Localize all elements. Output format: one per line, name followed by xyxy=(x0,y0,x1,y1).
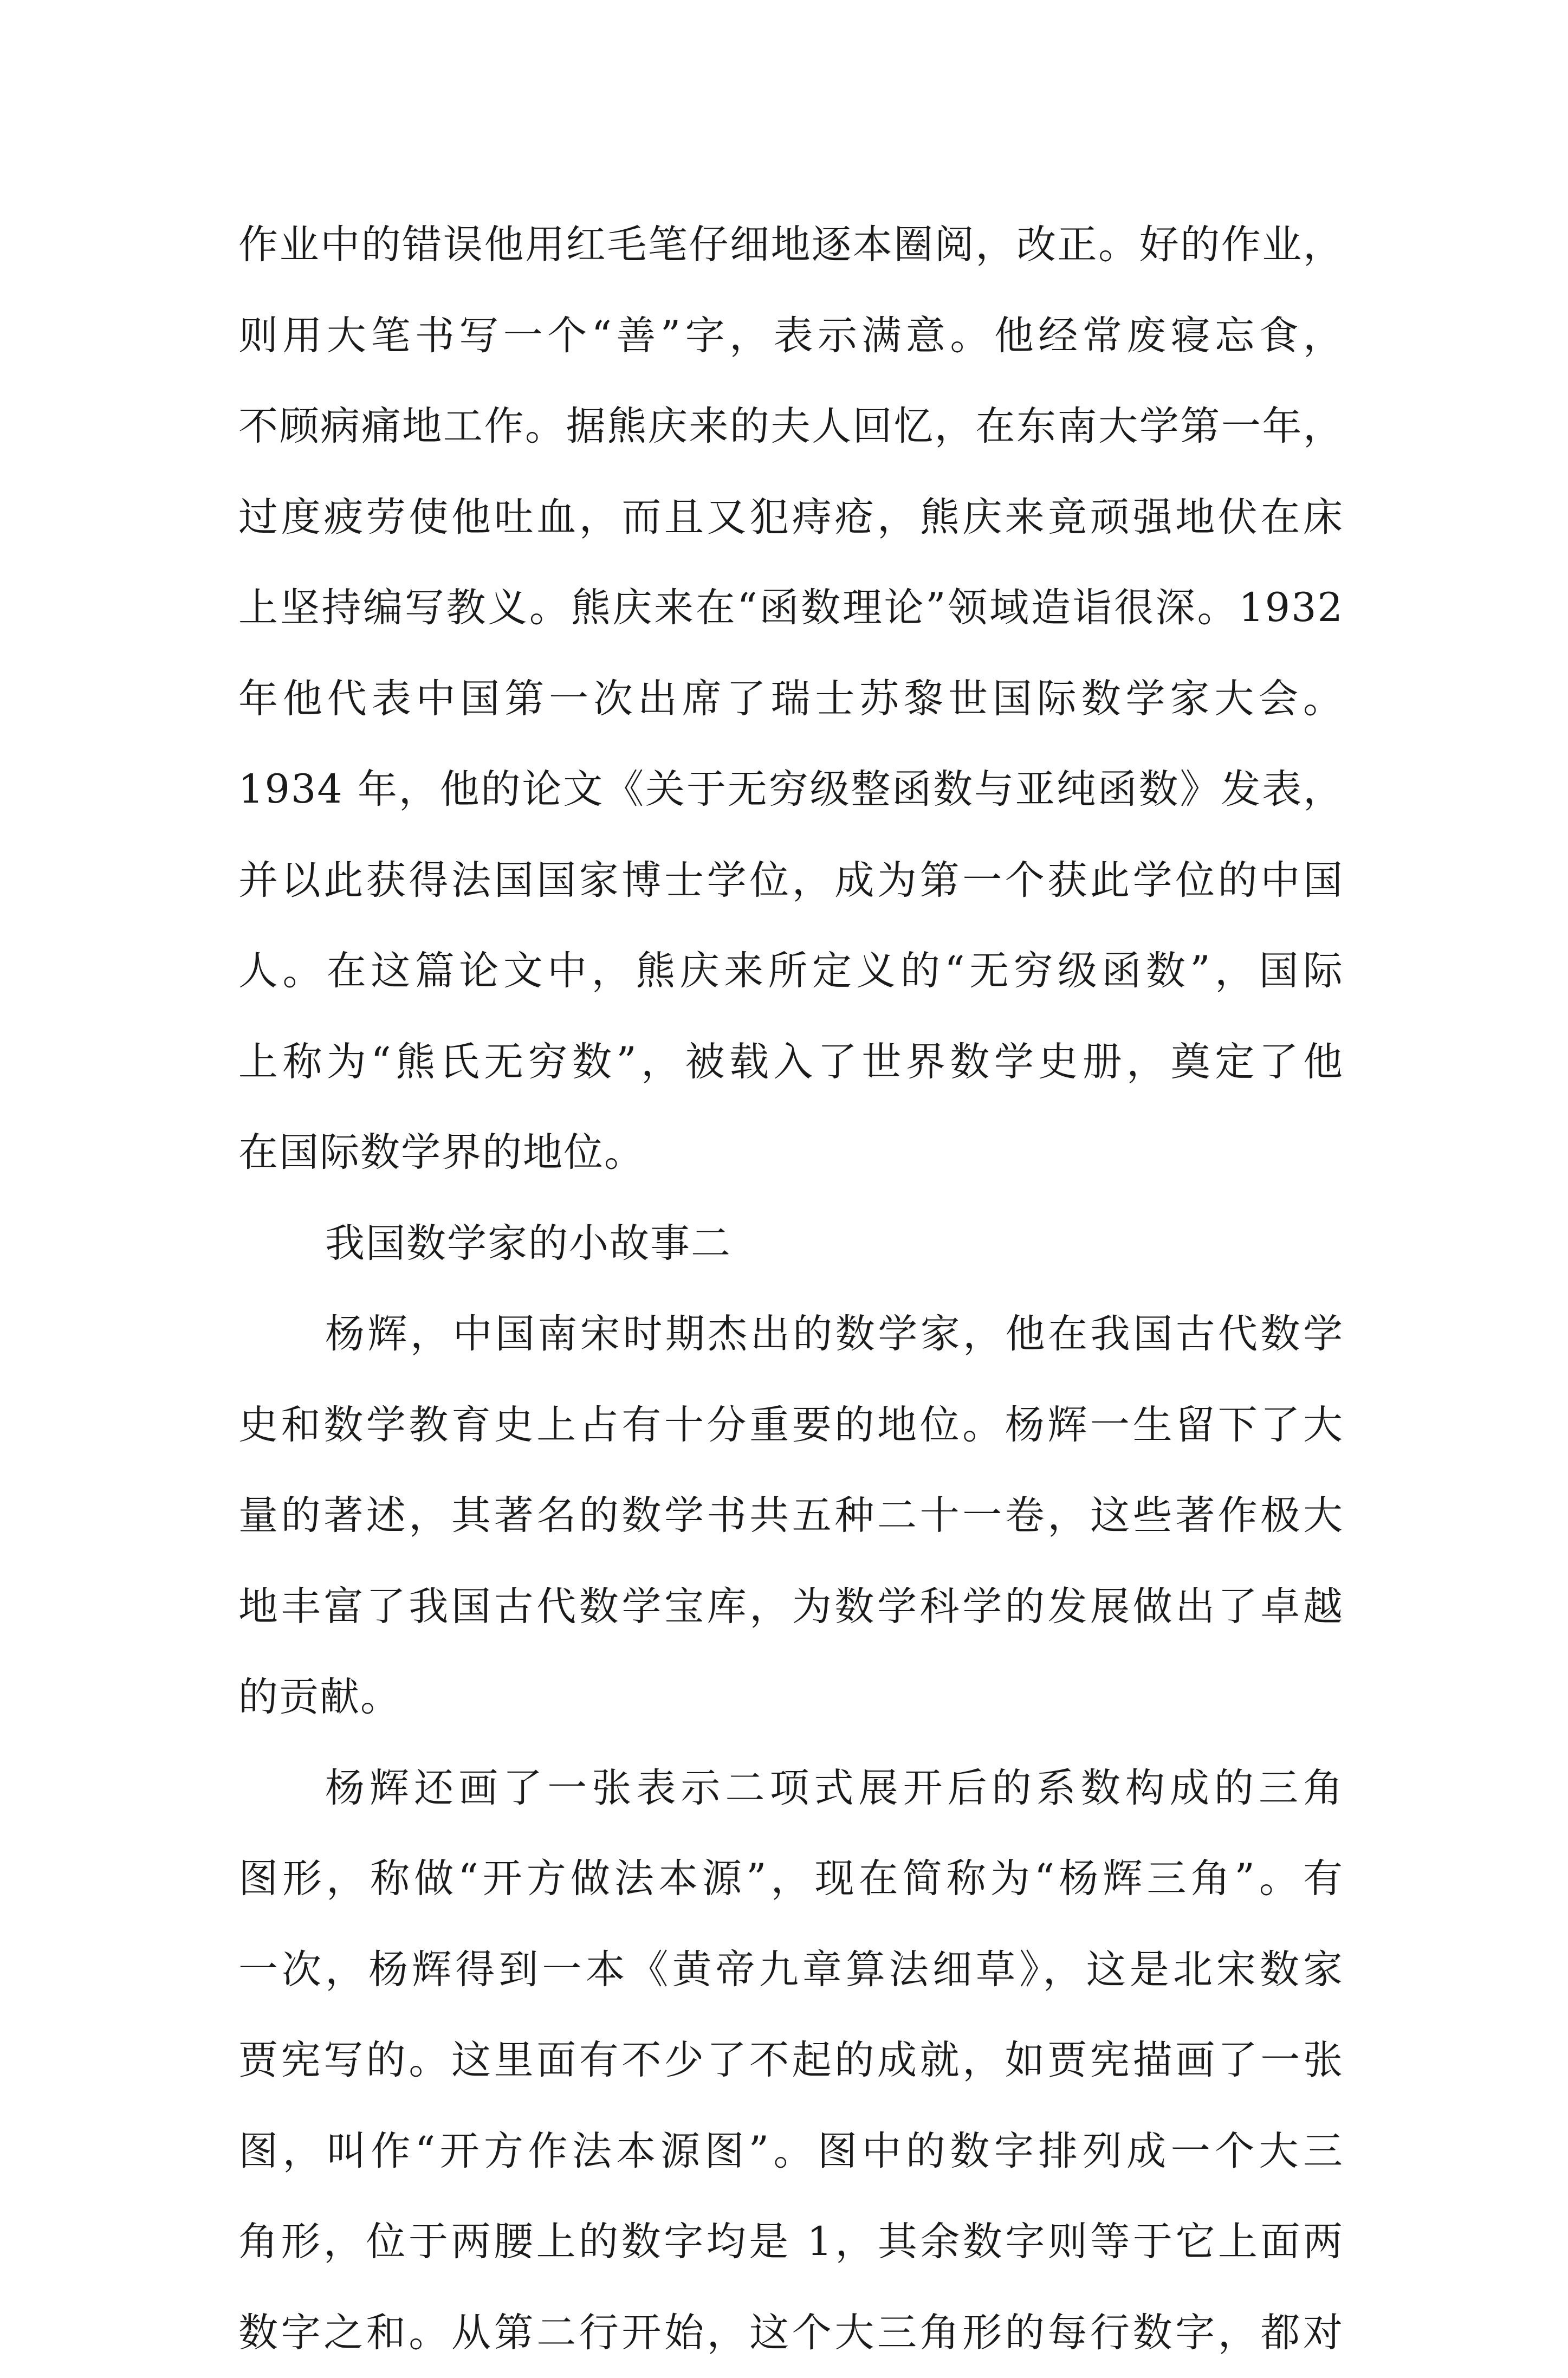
text-line: 的贡献。 xyxy=(238,1652,1344,1743)
text-line: 我国数学家的小故事二 xyxy=(238,1198,1344,1289)
text-line: 1934 年，他的论文《关于无穷级整函数与亚纯函数》发表， xyxy=(238,744,1344,835)
text-line: 过度疲劳使他吐血，而且又犯痔疮，熊庆来竟顽强地伏在床 xyxy=(238,472,1344,563)
text-line: 并以此获得法国国家博士学位，成为第一个获此学位的中国 xyxy=(238,835,1344,926)
body-text xyxy=(238,199,1344,2378)
text-line: 则用大笔书写一个“善”字，表示满意。他经常废寝忘食， xyxy=(238,290,1344,382)
text-line: 贾宪写的。这里面有不少了不起的成就，如贾宪描画了一张 xyxy=(238,2015,1344,2106)
text-line: 上称为“熊氏无穷数”，被载入了世界数学史册，奠定了他 xyxy=(238,1017,1344,1108)
text-line: 地丰富了我国古代数学宝库，为数学科学的发展做出了卓越 xyxy=(238,1561,1344,1652)
text-line: 一次，杨辉得到一本《黄帝九章算法细草》，这是北宋数家 xyxy=(238,1924,1344,2015)
text-line: 不顾病痛地工作。据熊庆来的夫人回忆，在东南大学第一年， xyxy=(238,381,1344,472)
text-line: 年他代表中国第一次出席了瑞士苏黎世国际数学家大会。 xyxy=(238,654,1344,745)
text-line: 杨辉还画了一张表示二项式展开后的系数构成的三角 xyxy=(238,1743,1344,1834)
text-line: 作业中的错误他用红毛笔仔细地逐本圈阅，改正。好的作业， xyxy=(238,199,1344,290)
text-line: 量的著述，其著名的数学书共五种二十一卷，这些著作极大 xyxy=(238,1470,1344,1561)
text-line: 人。在这篇论文中，熊庆来所定义的“无穷级函数”，国际 xyxy=(238,926,1344,1017)
text-line: 史和数学教育史上占有十分重要的地位。杨辉一生留下了大 xyxy=(238,1380,1344,1471)
text-line: 数字之和。从第二行开始，这个大三角形的每行数字，都对 xyxy=(238,2287,1344,2378)
text-line: 图，叫作“开方作法本源图”。图中的数字排列成一个大三 xyxy=(238,2106,1344,2197)
text-line: 角形，位于两腰上的数字均是 1，其余数字则等于它上面两 xyxy=(238,2196,1344,2287)
text-line: 图形，称做“开方做法本源”，现在简称为“杨辉三角”。有 xyxy=(238,1833,1344,1924)
text-line: 在国际数学界的地位。 xyxy=(238,1107,1344,1198)
text-line: 杨辉，中国南宋时期杰出的数学家，他在我国古代数学 xyxy=(238,1289,1344,1380)
text-line: 上坚持编写教义。熊庆来在“函数理论”领域造诣很深。1932 xyxy=(238,563,1344,654)
